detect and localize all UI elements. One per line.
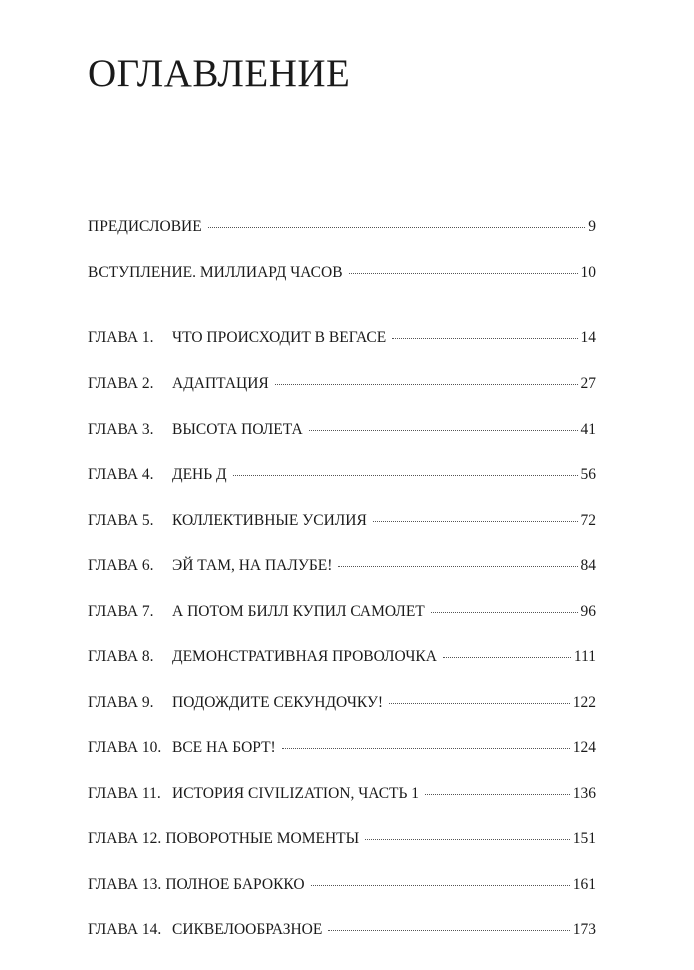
toc-chapter-number: ГЛАВА 3. <box>88 421 154 438</box>
toc-page-number: 72 <box>580 512 596 529</box>
toc-entry-title: А ПОТОМ БИЛЛ КУПИЛ САМОЛЕТ <box>172 603 425 620</box>
toc-page-number: 151 <box>572 830 596 847</box>
toc-chapter-number: ГЛАВА 6. <box>88 557 154 574</box>
toc-chapter-number: ГЛАВА 4. <box>88 466 154 483</box>
toc-page-number: 111 <box>573 648 596 665</box>
dot-leader <box>365 839 570 840</box>
toc-entry-title: ПОВОРОТНЫЕ МОМЕНТЫ <box>165 830 360 847</box>
toc-entry-title: ВСТУПЛЕНИЕ. МИЛЛИАРД ЧАСОВ <box>88 264 343 281</box>
toc-entry[interactable] <box>88 557 596 575</box>
toc-page-number: 124 <box>572 739 596 756</box>
toc-entry-title: ВЫСОТА ПОЛЕТА <box>172 421 303 438</box>
toc-chapter-number: ГЛАВА 2. <box>88 375 154 392</box>
toc-chapter-number: ГЛАВА 7. <box>88 603 154 620</box>
toc-entry-title: АДАПТАЦИЯ <box>172 375 269 392</box>
toc-entry[interactable] <box>88 512 596 530</box>
toc-entry[interactable] <box>88 603 596 621</box>
toc-chapter-number: ГЛАВА 14. <box>88 921 162 938</box>
toc-entry-title: ПРЕДИСЛОВИЕ <box>88 218 202 235</box>
dot-leader <box>275 384 578 385</box>
dot-leader <box>309 430 578 431</box>
toc-page-number: 27 <box>580 375 596 392</box>
dot-leader <box>373 521 578 522</box>
dot-leader <box>389 703 570 704</box>
toc-page-number: 84 <box>580 557 596 574</box>
toc-entry-title: СИКВЕЛООБРАЗНОЕ <box>172 921 323 938</box>
dot-leader <box>311 885 570 886</box>
toc-entry[interactable] <box>88 785 596 803</box>
toc-page-number: 96 <box>580 603 596 620</box>
toc-page-number: 14 <box>580 329 596 346</box>
toc-entry[interactable] <box>88 739 596 757</box>
toc-entry-title: ЭЙ ТАМ, НА ПАЛУБЕ! <box>172 557 333 574</box>
dot-leader <box>392 338 577 339</box>
toc-chapter-number: ГЛАВА 9. <box>88 694 154 711</box>
dot-leader <box>282 748 570 749</box>
toc-entry[interactable] <box>88 648 596 666</box>
toc-entry[interactable] <box>88 421 596 439</box>
toc-entry-title: ДЕНЬ Д <box>172 466 227 483</box>
dot-leader <box>233 475 578 476</box>
dot-leader <box>208 227 586 228</box>
dot-leader <box>431 612 578 613</box>
toc-chapter-number: ГЛАВА 12. <box>88 830 162 847</box>
toc-chapter-number: ГЛАВА 1. <box>88 329 154 346</box>
toc-page-number: 56 <box>580 466 596 483</box>
dot-leader <box>349 273 578 274</box>
toc-entry-title: ДЕМОНСТРАТИВНАЯ ПРОВОЛОЧКА <box>172 648 437 665</box>
toc-chapter-number: ГЛАВА 5. <box>88 512 154 529</box>
toc-page-number: 10 <box>580 264 596 281</box>
toc-entry[interactable] <box>88 921 596 939</box>
toc-entry[interactable] <box>88 375 596 393</box>
toc-entry-title: ВСЕ НА БОРТ! <box>172 739 276 756</box>
toc-entry-title: ИСТОРИЯ CIVILIZATION, ЧАСТЬ 1 <box>172 785 420 802</box>
toc-entry-title: КОЛЛЕКТИВНЫЕ УСИЛИЯ <box>172 512 367 529</box>
toc-chapter-number: ГЛАВА 8. <box>88 648 154 665</box>
dot-leader <box>338 566 577 567</box>
dot-leader <box>443 657 571 658</box>
dot-leader <box>425 794 570 795</box>
toc-page-number: 122 <box>572 694 596 711</box>
toc-chapter-number: ГЛАВА 10. <box>88 739 162 756</box>
toc-page-number: 173 <box>572 921 596 938</box>
toc-entry[interactable] <box>88 466 596 484</box>
toc-entry[interactable] <box>88 830 596 848</box>
toc-entry[interactable] <box>88 218 596 236</box>
toc-entry-title: ЧТО ПРОИСХОДИТ В ВЕГАСЕ <box>172 329 387 346</box>
toc-entry[interactable] <box>88 694 596 712</box>
toc-entry[interactable] <box>88 329 596 347</box>
toc-entry-title: ПОЛНОЕ БАРОККО <box>165 876 305 893</box>
toc-chapter-number: ГЛАВА 11. <box>88 785 161 802</box>
dot-leader <box>328 930 569 931</box>
toc-entry[interactable] <box>88 264 596 282</box>
toc-chapter-number: ГЛАВА 13. <box>88 876 162 893</box>
toc-page-number: 9 <box>588 218 596 235</box>
toc-entry[interactable] <box>88 876 596 894</box>
page-title: ОГЛАВЛЕНИЕ <box>88 52 351 95</box>
toc-page-number: 161 <box>572 876 596 893</box>
toc-entry-title: ПОДОЖДИТЕ СЕКУНДОЧКУ! <box>172 694 384 711</box>
toc-page-number: 136 <box>572 785 596 802</box>
toc-page-number: 41 <box>580 421 596 438</box>
